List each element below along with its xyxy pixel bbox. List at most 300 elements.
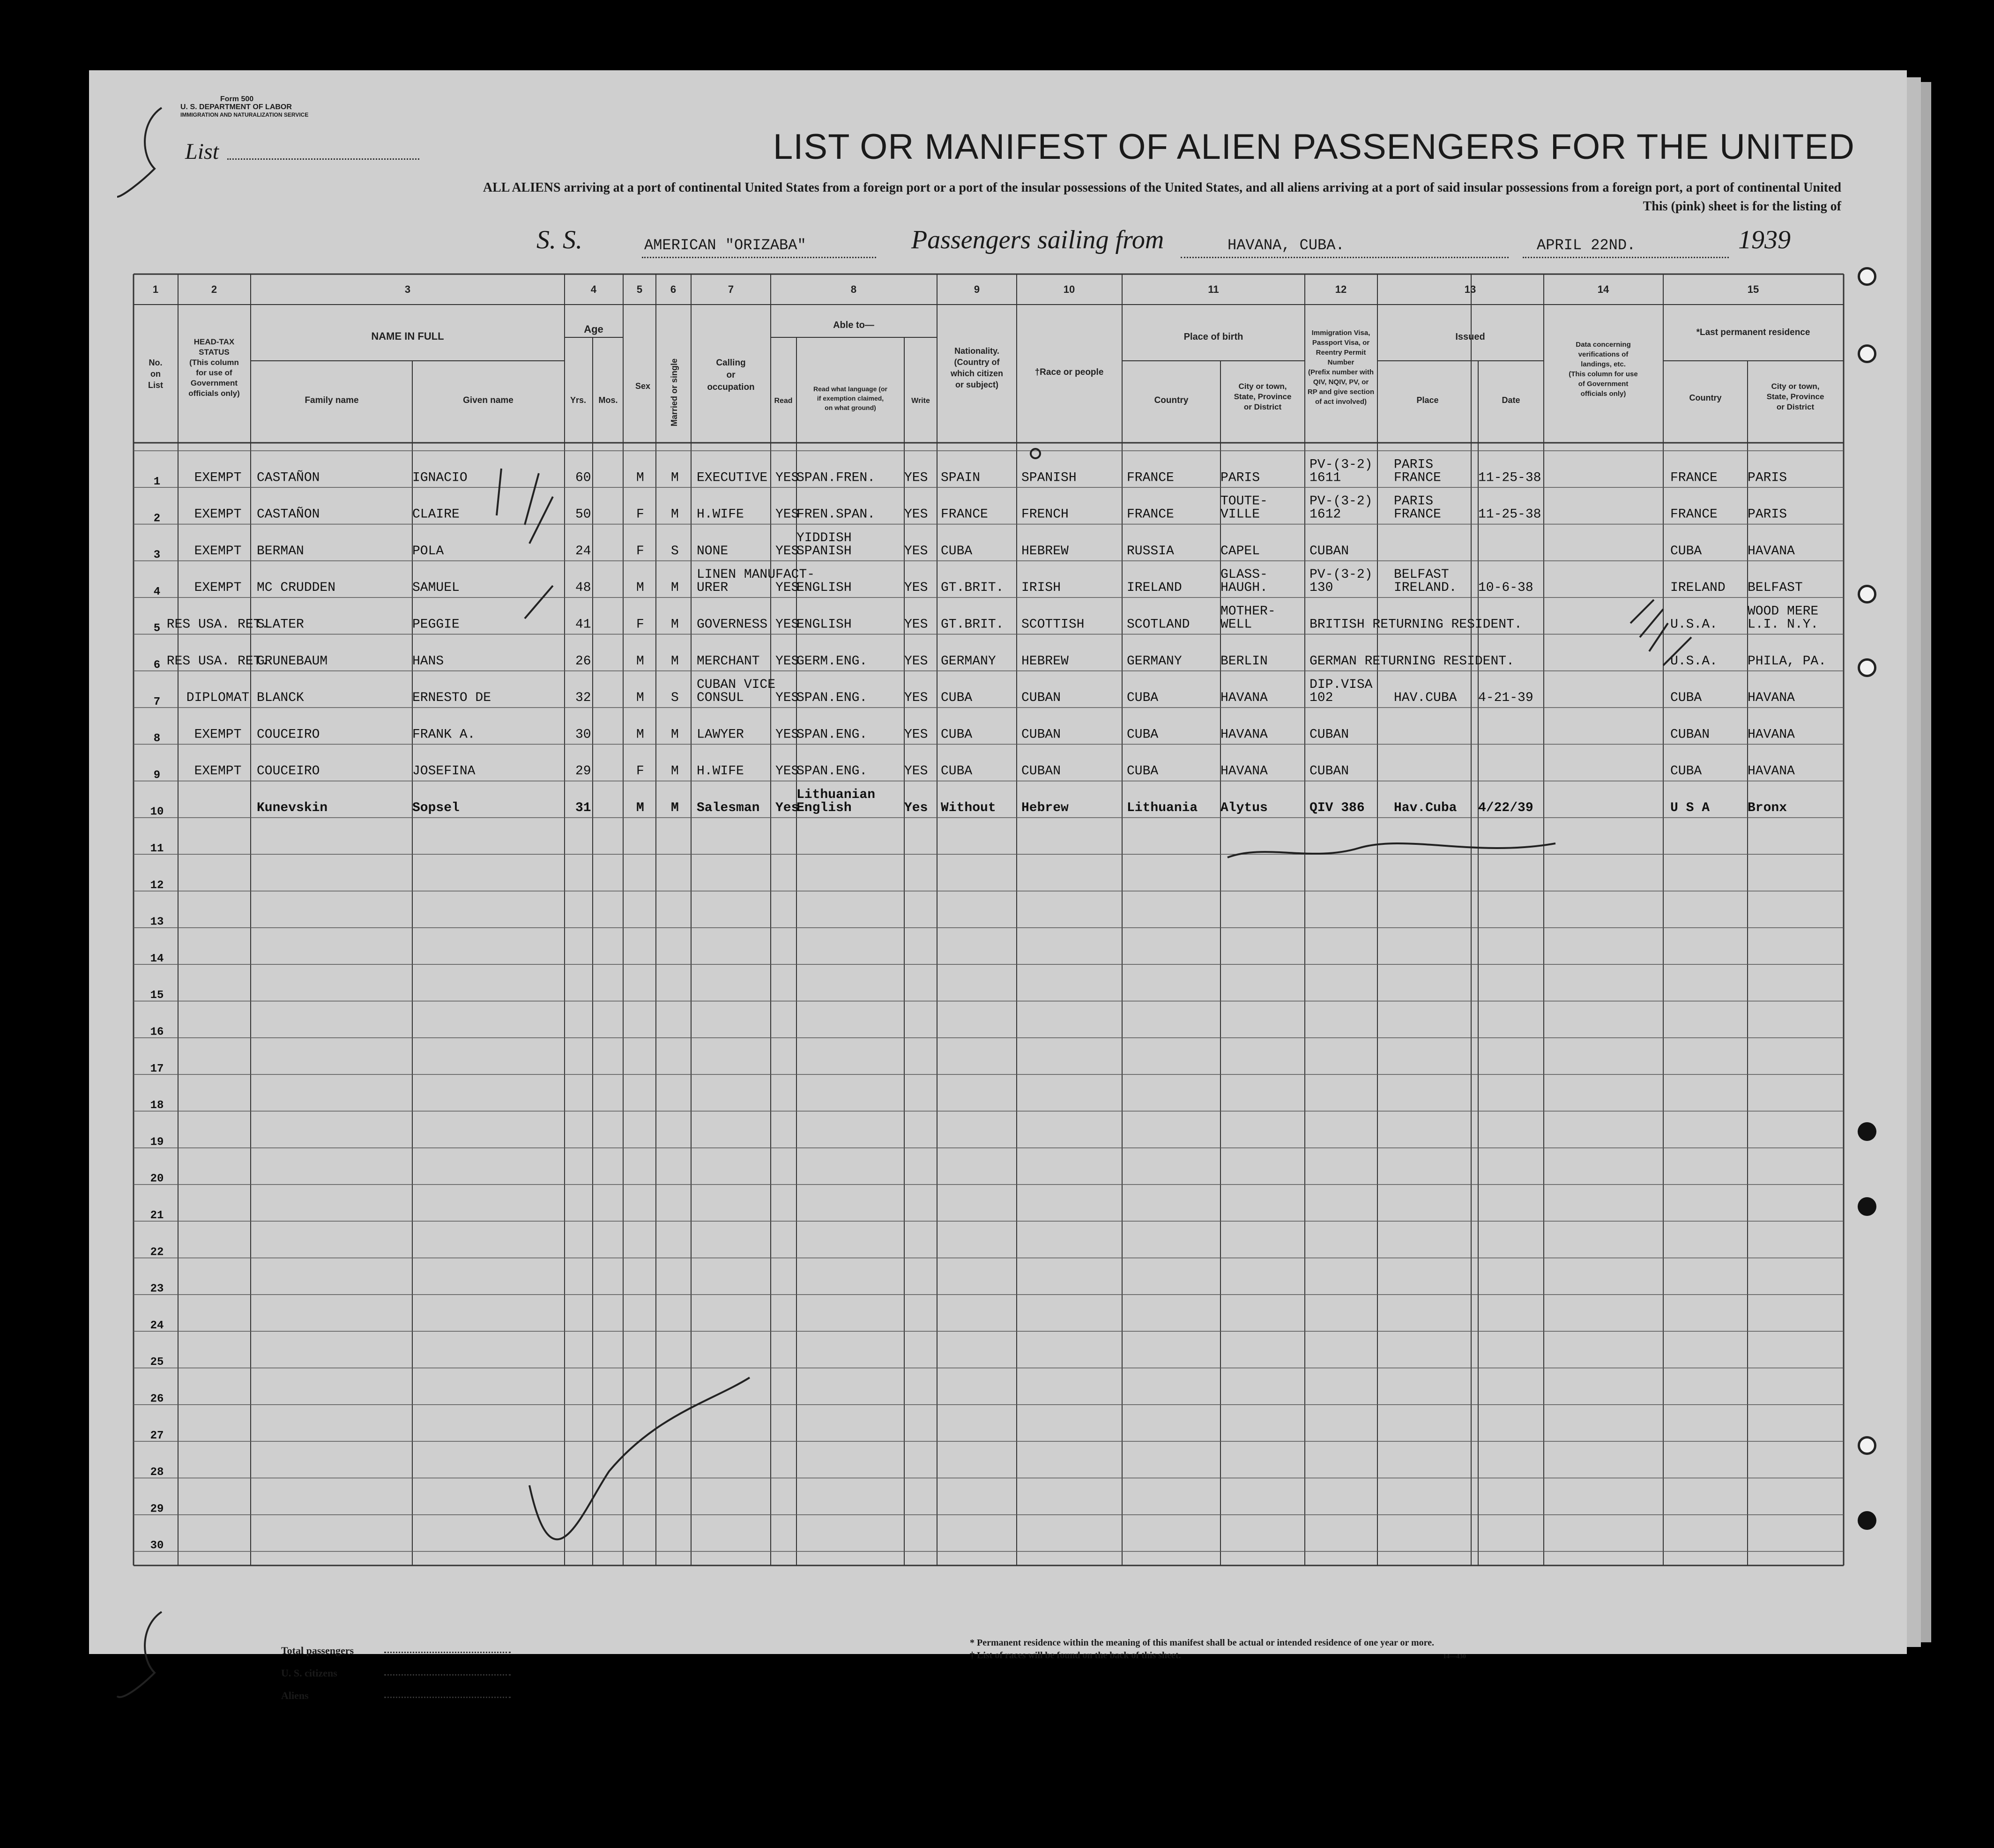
col-issued-date: Date [1502, 395, 1520, 405]
passenger-married: S [671, 544, 679, 559]
row-number: 5 [153, 622, 161, 635]
passenger-married: M [671, 801, 679, 815]
col-data-concerning: Data concerning [1576, 341, 1631, 349]
col-age-mos: Mos. [598, 395, 618, 405]
handwritten-bracket [117, 108, 162, 197]
passenger-visa: 102 [1309, 691, 1333, 706]
passenger-birth-city: HAVANA [1220, 764, 1268, 779]
passenger-head-tax: EXEMPT [194, 581, 242, 596]
sailing-date: APRIL 22ND. [1537, 237, 1636, 254]
col-age: Age [584, 323, 603, 335]
passenger-birth-city: VILLE [1220, 507, 1260, 522]
passenger-birth-country: IRELAND [1127, 581, 1182, 596]
aliens-label: Aliens [281, 1690, 309, 1701]
col-calling: or [726, 370, 736, 380]
col-visa: Reentry Permit [1316, 349, 1366, 357]
passenger-age: 26 [575, 654, 591, 669]
passenger-language: YIDDISH [796, 530, 852, 545]
column-number: 9 [974, 283, 980, 295]
passenger-visa: 1612 [1309, 507, 1341, 522]
col-family-name: Family name [305, 395, 359, 405]
passenger-visa: PV-(3-2) [1309, 457, 1373, 472]
passenger-res-city: PARIS [1748, 507, 1787, 522]
passenger-issued-place: IRELAND. [1394, 581, 1457, 596]
passenger-sex: F [636, 507, 644, 522]
col-nationality: (Country of [954, 358, 1000, 367]
column-number: 5 [636, 283, 643, 295]
form-number: Form 500 [220, 95, 254, 103]
col-nationality: Nationality. [954, 346, 999, 356]
row-number: 3 [153, 549, 161, 562]
col-calling: Calling [716, 358, 746, 368]
row-number: 29 [150, 1503, 164, 1516]
row-number: 23 [150, 1282, 164, 1296]
passenger-race: SPANISH [1021, 470, 1077, 485]
passenger-write: YES [904, 617, 928, 632]
passenger-head-tax: EXEMPT [194, 764, 242, 779]
passenger-issued-place: Hav.Cuba [1394, 801, 1457, 815]
ss-label: S. S. [536, 225, 582, 254]
passenger-sex: M [636, 691, 644, 706]
col-head-tax: STATUS [199, 348, 230, 357]
passenger-visa: CUBAN [1309, 544, 1349, 559]
col-birth-city: State, Province [1234, 392, 1292, 401]
passenger-sex: M [636, 470, 644, 485]
passenger-sex: M [636, 727, 644, 742]
col-place-of-birth: Place of birth [1183, 332, 1243, 342]
passenger-race: CUBAN [1021, 691, 1061, 706]
row-number: 24 [150, 1319, 164, 1332]
passenger-res-country: IRELAND [1670, 581, 1726, 596]
passenger-birth-city: HAUGH. [1220, 581, 1268, 596]
col-last-residence: *Last permanent residence [1696, 328, 1810, 337]
col-res-city: City or town, [1771, 382, 1820, 391]
page-title: LIST OR MANIFEST OF ALIEN PASSENGERS FOR THE UNITED [773, 127, 1855, 167]
row-number: 12 [150, 879, 164, 892]
col-read-language: if exemption claimed, [817, 395, 884, 402]
subtitle: ALL ALIENS arriving at a port of continental United States from a foreign port or a port of the insular possessions of the United States, and all aliens arriving at a port of said insular possessions from a foreign port, a port of continental United [483, 180, 1841, 195]
row-number: 19 [150, 1136, 164, 1149]
column-number: 6 [670, 283, 677, 295]
passenger-birth-city: GLASS- [1220, 567, 1268, 582]
passenger-language: FREN.SPAN. [796, 507, 876, 522]
passenger-res-city: HAVANA [1748, 691, 1795, 706]
passenger-write: YES [904, 470, 928, 485]
punch-hole [1858, 1122, 1876, 1141]
col-calling: occupation [707, 382, 755, 392]
passenger-race: IRISH [1021, 581, 1061, 596]
col-visa: QIV, NQIV, PV, or [1313, 378, 1369, 386]
total-passengers-field [384, 1652, 511, 1653]
passenger-issued-date: 4/22/39 [1478, 801, 1533, 815]
col-visa: Immigration Visa, [1311, 329, 1370, 337]
row-number: 14 [150, 952, 164, 965]
passenger-write: YES [904, 727, 928, 742]
col-visa: RP and give section [1307, 388, 1375, 396]
passenger-age: 29 [575, 764, 591, 779]
passenger-age: 32 [575, 691, 591, 706]
passenger-occupation: LAWYER [697, 727, 744, 742]
passenger-issued-place: FRANCE [1394, 507, 1441, 522]
passenger-language: English [796, 801, 852, 815]
col-visa: Number [1327, 358, 1354, 366]
row-number: 25 [150, 1356, 164, 1369]
passenger-language: SPAN.ENG. [796, 764, 868, 779]
passenger-occupation: H.WIFE [697, 764, 744, 779]
passenger-family-name: Kunevskin [257, 801, 328, 815]
col-age-yrs: Yrs. [570, 395, 587, 405]
passenger-read: YES [775, 691, 799, 706]
passenger-head-tax: EXEMPT [194, 470, 242, 485]
col-write: Write [911, 397, 930, 405]
passenger-language: SPAN.ENG. [796, 691, 868, 706]
handwritten-note [1228, 843, 1555, 857]
us-citizens-label: U. S. citizens [281, 1667, 337, 1679]
passenger-issued-date: 4-21-39 [1478, 691, 1533, 706]
passenger-read: Yes [775, 801, 799, 815]
row-number: 10 [150, 805, 164, 819]
passenger-occupation: GOVERNESS [697, 617, 768, 632]
passenger-married: M [671, 507, 679, 522]
passenger-given-name: IGNACIO [412, 470, 468, 485]
passenger-issued-date: 10-6-38 [1478, 581, 1533, 596]
handwritten-mark [1031, 449, 1040, 458]
passenger-write: YES [904, 691, 928, 706]
form-code: 14—430 [1443, 1653, 1466, 1660]
port-name: HAVANA, CUBA. [1228, 237, 1345, 254]
passenger-given-name: SAMUEL [412, 581, 460, 596]
passenger-nationality: CUBA [941, 691, 973, 706]
passenger-sex: F [636, 617, 644, 632]
passenger-occupation: CONSUL [697, 691, 744, 706]
row-number: 9 [153, 769, 161, 782]
passenger-issued-date: 11-25-38 [1478, 470, 1541, 485]
passenger-birth-country: CUBA [1127, 727, 1159, 742]
col-head-tax: (This column [189, 358, 239, 367]
passenger-nationality: FRANCE [941, 507, 988, 522]
passenger-res-city: WOOD MERE [1748, 604, 1819, 619]
passenger-race: Hebrew [1021, 801, 1069, 815]
col-name-in-full: NAME IN FULL [371, 330, 444, 342]
col-read-language: on what ground) [825, 404, 876, 411]
row-number: 26 [150, 1393, 164, 1406]
passenger-write: YES [904, 654, 928, 669]
passenger-married: M [671, 727, 679, 742]
col-visa: (Prefix number with [1308, 368, 1374, 376]
passenger-age: 24 [575, 544, 591, 559]
passenger-res-city: BELFAST [1748, 581, 1803, 596]
passenger-family-name: CASTAÑON [257, 470, 320, 485]
department-label: U. S. DEPARTMENT OF LABOR [180, 103, 292, 111]
passenger-birth-city: WELL [1220, 617, 1252, 632]
passenger-res-country: CUBA [1670, 544, 1702, 559]
passenger-age: 30 [575, 727, 591, 742]
passenger-language: SPAN.ENG. [796, 727, 868, 742]
punch-hole [1858, 585, 1876, 604]
passenger-birth-city: TOUTE- [1220, 494, 1268, 509]
col-data-concerning: (This column for use [1569, 370, 1638, 378]
passenger-head-tax: EXEMPT [194, 507, 242, 522]
row-number: 21 [150, 1209, 164, 1222]
passenger-read: YES [775, 507, 799, 522]
passenger-res-city: HAVANA [1748, 764, 1795, 779]
passenger-write: YES [904, 507, 928, 522]
passenger-sex: F [636, 764, 644, 779]
col-no-on-list: No. [149, 358, 163, 367]
passenger-occupation: Salesman [697, 801, 760, 815]
passenger-family-name: SLATER [257, 617, 304, 632]
passenger-res-country: U S A [1670, 801, 1710, 815]
passenger-race: FRENCH [1021, 507, 1069, 522]
passenger-language: SPANISH [796, 544, 852, 559]
passenger-age: 31 [575, 801, 591, 815]
passenger-given-name: PEGGIE [412, 617, 460, 632]
col-no-on-list: List [148, 380, 164, 390]
passenger-race: HEBREW [1021, 654, 1069, 669]
passenger-nationality: SPAIN [941, 470, 981, 485]
passenger-married: S [671, 691, 679, 706]
passenger-birth-country: RUSSIA [1127, 544, 1174, 559]
col-issued: Issued [1455, 332, 1485, 342]
column-number: 7 [728, 283, 734, 295]
passenger-head-tax: DIPLOMAT [186, 691, 250, 706]
col-birth-country: Country [1154, 395, 1189, 405]
row-number: 1 [153, 476, 161, 488]
column-number: 8 [850, 283, 857, 295]
service-label: IMMIGRATION AND NATURALIZATION SERVICE [180, 112, 309, 118]
passenger-visa: QIV 386 [1309, 801, 1365, 815]
col-visa: of act involved) [1315, 398, 1367, 406]
column-number: 11 [1208, 283, 1219, 295]
col-nationality: or subject) [955, 380, 999, 389]
col-nationality: which citizen [950, 369, 1004, 378]
passenger-visa: DIP.VISA [1309, 678, 1373, 693]
passenger-res-city: Bronx [1748, 801, 1787, 815]
passenger-age: 48 [575, 581, 591, 596]
punch-hole [1858, 658, 1876, 677]
col-res-city: or District [1776, 402, 1815, 411]
passenger-res-city: PARIS [1748, 470, 1787, 485]
passenger-sex: M [636, 801, 644, 815]
passenger-birth-city: MOTHER- [1220, 604, 1276, 619]
passenger-visa: CUBAN [1309, 727, 1349, 742]
passenger-married: M [671, 654, 679, 669]
total-passengers-label: Total passengers [281, 1645, 354, 1656]
passenger-visa: BRITISH RETURNING RESIDENT. [1309, 617, 1522, 632]
col-read-language: Read what language (or [813, 385, 887, 393]
passenger-visa: CUBAN [1309, 764, 1349, 779]
row-number: 30 [150, 1539, 164, 1552]
sailing-year: 1939 [1738, 225, 1791, 254]
passenger-head-tax: EXEMPT [194, 727, 242, 742]
row-number: 8 [153, 732, 161, 745]
row-number: 13 [150, 916, 164, 929]
punch-hole [1858, 1197, 1876, 1216]
passenger-issued-place: FRANCE [1394, 470, 1441, 485]
passenger-family-name: CASTAÑON [257, 507, 320, 522]
passenger-visa: PV-(3-2) [1309, 494, 1373, 509]
passenger-age: 41 [575, 617, 591, 632]
passenger-sex: M [636, 654, 644, 669]
passenger-family-name: COUCEIRO [257, 764, 320, 779]
passenger-read: YES [775, 764, 799, 779]
passenger-language: ENGLISH [796, 581, 852, 596]
passenger-married: M [671, 617, 679, 632]
passenger-occupation: CUBAN VICE [697, 678, 776, 693]
passenger-visa: GERMAN RETURNING RESIDENT. [1309, 654, 1514, 669]
passenger-occupation: H.WIFE [697, 507, 744, 522]
passenger-nationality: GT.BRIT. [941, 581, 1004, 596]
passenger-read: YES [775, 470, 799, 485]
col-given-name: Given name [463, 395, 513, 405]
passenger-birth-city: HAVANA [1220, 727, 1268, 742]
passenger-age: 50 [575, 507, 591, 522]
row-number: 11 [150, 842, 164, 855]
col-sex: Sex [635, 381, 651, 391]
passenger-res-city: HAVANA [1748, 727, 1795, 742]
passenger-birth-country: SCOTLAND [1127, 617, 1190, 632]
passenger-visa: 130 [1309, 581, 1333, 596]
row-number: 4 [153, 585, 161, 598]
passenger-issued-place: PARIS [1394, 457, 1434, 472]
passenger-occupation: URER [697, 581, 729, 596]
passenger-read: YES [775, 654, 799, 669]
passenger-language: GERM.ENG. [796, 654, 868, 669]
aliens-field [384, 1697, 511, 1698]
passenger-res-country: CUBA [1670, 764, 1702, 779]
passenger-res-city: HAVANA [1748, 544, 1795, 559]
row-number: 17 [150, 1062, 164, 1075]
passenger-res-country: U.S.A. [1670, 617, 1718, 632]
col-head-tax: Government [190, 379, 238, 387]
passenger-res-country: CUBA [1670, 691, 1702, 706]
passenger-family-name: BERMAN [257, 544, 304, 559]
passenger-read: YES [775, 617, 799, 632]
passenger-given-name: CLAIRE [412, 507, 460, 522]
column-number: 13 [1464, 283, 1476, 295]
row-number: 6 [153, 659, 161, 672]
ship-name: AMERICAN "ORIZABA" [644, 237, 806, 254]
passenger-married: M [671, 764, 679, 779]
passenger-given-name: JOSEFINA [412, 764, 476, 779]
col-birth-city: City or town, [1238, 382, 1287, 391]
passenger-res-country: FRANCE [1670, 470, 1718, 485]
passenger-head-tax: RES USA. RET. [166, 654, 269, 669]
passenger-issued-date: 11-25-38 [1478, 507, 1541, 522]
subtitle: This (pink) sheet is for the listing of [1643, 199, 1841, 214]
col-birth-city: or District [1243, 402, 1282, 411]
column-number: 12 [1335, 283, 1347, 295]
passenger-write: YES [904, 581, 928, 596]
passenger-nationality: CUBA [941, 727, 973, 742]
passenger-occupation: NONE [697, 544, 729, 559]
col-visa: Passport Visa, or [1312, 339, 1370, 347]
passenger-race: CUBAN [1021, 727, 1061, 742]
passenger-birth-city: BERLIN [1220, 654, 1268, 669]
passenger-language: ENGLISH [796, 617, 852, 632]
passenger-given-name: ERNESTO DE [412, 691, 491, 706]
passenger-issued-place: BELFAST [1394, 567, 1449, 582]
passenger-res-city: PHILA, PA. [1748, 654, 1827, 669]
passenger-birth-city: PARIS [1220, 470, 1260, 485]
age-tick-marks [497, 469, 553, 618]
list-label: List [185, 139, 219, 164]
passenger-birth-country: FRANCE [1127, 507, 1174, 522]
passenger-language: Lithuanian [796, 788, 876, 802]
passenger-given-name: FRANK A. [412, 727, 476, 742]
passenger-head-tax: RES USA. RET. [166, 617, 269, 632]
column-number: 15 [1747, 283, 1759, 295]
passenger-nationality: GT.BRIT. [941, 617, 1004, 632]
passenger-nationality: GERMANY [941, 654, 996, 669]
col-data-concerning: landings, etc. [1581, 360, 1626, 368]
passenger-visa: PV-(3-2) [1309, 567, 1373, 582]
passenger-nationality: CUBA [941, 764, 973, 779]
col-no-on-list: on [150, 369, 161, 379]
passenger-visa: 1611 [1309, 470, 1341, 485]
passenger-birth-country: CUBA [1127, 764, 1159, 779]
row-number: 28 [150, 1466, 164, 1479]
passenger-birth-city: CAPEL [1220, 544, 1260, 559]
passenger-write: YES [904, 764, 928, 779]
punch-hole [1858, 1511, 1876, 1530]
row-number: 7 [153, 695, 161, 708]
footnote-races: † List of races will be found on the back of this sheet. [970, 1650, 1181, 1661]
passenger-married: M [671, 470, 679, 485]
column-number: 14 [1597, 283, 1609, 295]
column-number: 1 [152, 283, 159, 295]
us-citizens-field [384, 1674, 511, 1676]
passenger-race: HEBREW [1021, 544, 1069, 559]
passenger-nationality: CUBA [941, 544, 973, 559]
column-number: 10 [1063, 283, 1075, 295]
passenger-read: YES [775, 544, 799, 559]
passenger-issued-place: HAV.CUBA [1394, 691, 1457, 706]
passenger-read: YES [775, 727, 799, 742]
footnote-residence: * Permanent residence within the meaning of this manifest shall be actual or intended residence of one year or more. [970, 1638, 1435, 1648]
passenger-sex: F [636, 544, 644, 559]
punch-hole [1858, 344, 1876, 363]
passenger-res-city: L.I. N.Y. [1748, 617, 1819, 632]
passenger-race: SCOTTISH [1021, 617, 1085, 632]
column-number: 3 [404, 283, 411, 295]
passenger-age: 60 [575, 470, 591, 485]
punch-hole [1858, 267, 1876, 286]
passenger-occupation: MERCHANT [697, 654, 760, 669]
passenger-res-country: FRANCE [1670, 507, 1718, 522]
row-number: 18 [150, 1099, 164, 1112]
passenger-birth-city: HAVANA [1220, 691, 1268, 706]
passenger-res-country: CUBAN [1670, 727, 1710, 742]
punch-hole [1858, 1436, 1876, 1455]
column-number: 4 [590, 283, 597, 295]
col-head-tax: for use of [196, 368, 232, 377]
passenger-birth-country: FRANCE [1127, 470, 1174, 485]
passenger-birth-country: GERMANY [1127, 654, 1182, 669]
passenger-nationality: Without [941, 801, 996, 815]
passenger-given-name: HANS [412, 654, 444, 669]
col-res-city: State, Province [1766, 392, 1824, 401]
col-head-tax: HEAD-TAX [193, 337, 235, 346]
row-number: 22 [150, 1246, 164, 1259]
passenger-married: M [671, 581, 679, 596]
passenger-read: YES [775, 581, 799, 596]
passenger-write: YES [904, 544, 928, 559]
passenger-birth-country: CUBA [1127, 691, 1159, 706]
row-number: 20 [150, 1172, 164, 1185]
passenger-occupation: LINEN MANUFACT- [697, 567, 815, 582]
passenger-head-tax: EXEMPT [194, 544, 242, 559]
